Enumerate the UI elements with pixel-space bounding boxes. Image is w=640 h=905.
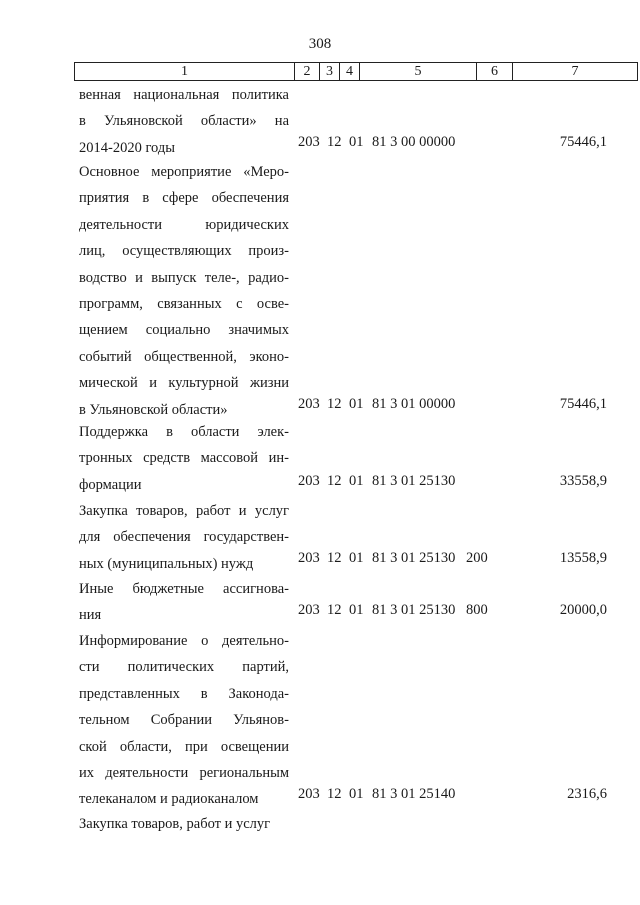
description-line: щением социально значимых	[79, 322, 289, 339]
description-line: водство и выпуск теле-, радио-	[79, 269, 289, 286]
description-line: Поддержка в области элек-	[79, 424, 289, 440]
subsection-code: 01	[349, 786, 364, 802]
table-header	[74, 62, 638, 81]
description-line: ния	[79, 607, 102, 624]
target-article-code: 81 3 00 00000	[372, 134, 456, 150]
section-code: 12	[327, 473, 342, 489]
amount: 75446,1	[559, 396, 607, 412]
subsection-code: 01	[349, 134, 364, 150]
header-col-6: 6	[477, 63, 513, 81]
header-col-7: 7	[513, 63, 638, 81]
section-code: 12	[327, 396, 342, 412]
grbs-code: 203	[298, 786, 320, 802]
row-description	[79, 159, 289, 423]
description-line: их деятельности региональным	[79, 764, 289, 781]
row-description	[79, 576, 289, 629]
description-line: формации	[79, 476, 142, 493]
description-line: ных (муниципальных) нужд	[79, 555, 254, 572]
description-line: в Ульяновской области» на	[79, 113, 289, 130]
target-article-code: 81 3 01 25130	[372, 550, 456, 566]
description-line: Информирование о деятельно-	[79, 633, 289, 649]
expense-type-code: 800	[466, 602, 488, 618]
row-description	[79, 498, 289, 577]
target-article-code: 81 3 01 25140	[372, 786, 456, 802]
target-article-code: 81 3 01 00000	[372, 396, 456, 412]
row-description	[79, 82, 289, 161]
description-line: событий общественной, эконо-	[79, 348, 289, 365]
description-line: приятия в сфере обеспечения	[79, 190, 289, 207]
amount: 2316,6	[567, 786, 607, 802]
description-line: мической и культурной жизни	[79, 375, 289, 392]
row-description	[79, 811, 289, 837]
grbs-code: 203	[298, 473, 320, 489]
description-line: для обеспечения государствен-	[79, 529, 289, 546]
description-line: в Ульяновской области»	[79, 401, 228, 418]
description-line: Закупка товаров, работ и услуг	[79, 503, 289, 519]
grbs-code: 203	[298, 396, 320, 412]
grbs-code: 203	[298, 550, 320, 566]
description-line: лиц, осуществляющих произ-	[79, 243, 289, 260]
section-code: 12	[327, 786, 342, 802]
description-line: представленных в Законода-	[79, 685, 289, 702]
section-code: 12	[327, 550, 342, 566]
amount: 75446,1	[559, 134, 607, 150]
header-col-2: 2	[295, 63, 320, 81]
section-code: 12	[327, 602, 342, 618]
description-line: Основное мероприятие «Меро-	[79, 164, 289, 180]
grbs-code: 203	[298, 134, 320, 150]
description-line: телеканалом и радиоканалом	[79, 791, 259, 808]
subsection-code: 01	[349, 473, 364, 489]
amount: 13558,9	[559, 550, 607, 566]
subsection-code: 01	[349, 602, 364, 618]
description-line: ской области, при освещении	[79, 738, 289, 755]
grbs-code: 203	[298, 602, 320, 618]
target-article-code: 81 3 01 25130	[372, 602, 456, 618]
amount: 33558,9	[559, 473, 607, 489]
subsection-code: 01	[349, 550, 364, 566]
amount: 20000,0	[559, 602, 607, 618]
description-line: тронных средств массовой ин-	[79, 450, 289, 467]
row-description	[79, 419, 289, 498]
description-line: Закупка товаров, работ и услуг	[79, 816, 271, 832]
header-col-5: 5	[360, 63, 477, 81]
header-col-4: 4	[340, 63, 360, 81]
description-line: венная национальная политика	[79, 87, 289, 103]
row-description	[79, 628, 289, 813]
target-article-code: 81 3 01 25130	[372, 473, 456, 489]
expense-type-code: 200	[466, 550, 488, 566]
description-line: программ, связанных с осве-	[79, 295, 289, 312]
description-line: тельном Собрании Ульянов-	[79, 712, 289, 729]
subsection-code: 01	[349, 396, 364, 412]
description-line: деятельности юридических	[79, 216, 289, 233]
header-col-1: 1	[75, 63, 295, 81]
section-code: 12	[327, 134, 342, 150]
page-number: 308	[308, 36, 332, 52]
description-line: сти политических партий,	[79, 659, 289, 676]
description-line: Иные бюджетные ассигнова-	[79, 581, 289, 597]
header-col-3: 3	[320, 63, 340, 81]
description-line: 2014-2020 годы	[79, 139, 175, 156]
